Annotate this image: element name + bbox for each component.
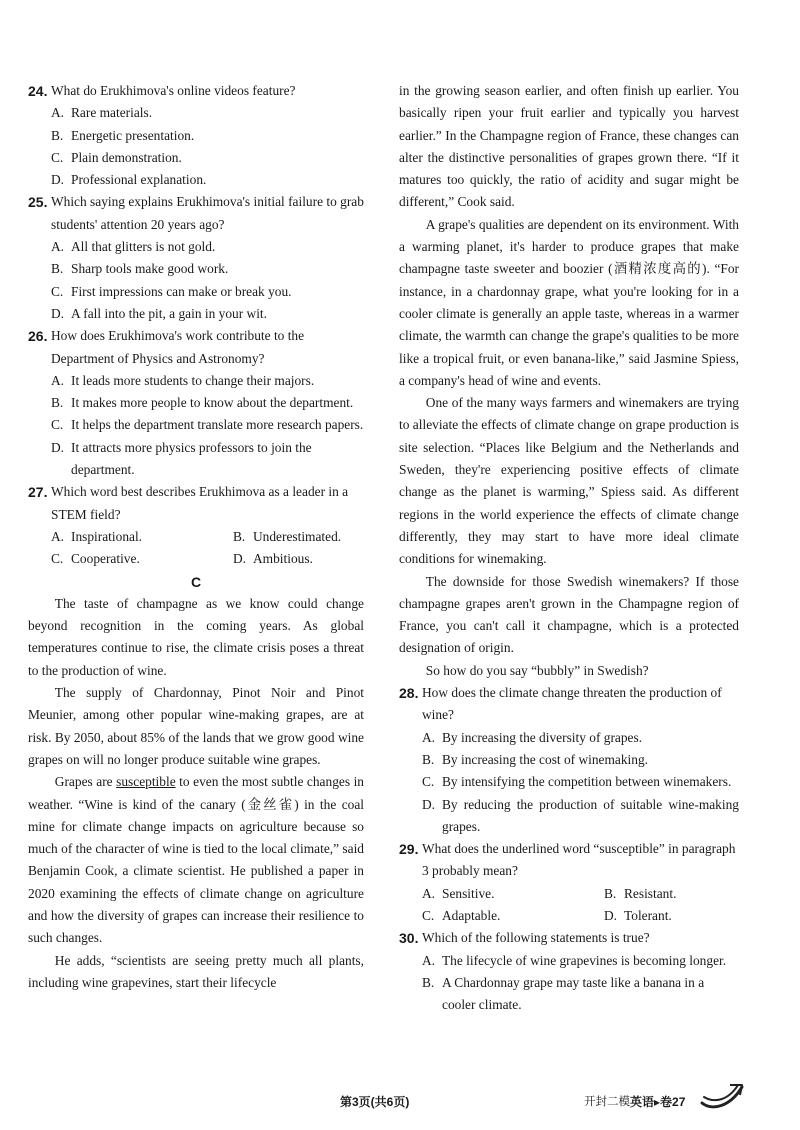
- question-26-options: [28, 370, 364, 481]
- section-heading: C: [190, 573, 202, 590]
- question-29: [399, 838, 739, 883]
- option-text: By increasing the diversity of grapes.: [442, 729, 643, 745]
- question-stem: Which of the following statements is true?: [422, 930, 650, 946]
- option-text: The lifecycle of wine grapevines is becoming longer.: [442, 952, 727, 968]
- passage-paragraph-1: The taste of champagne as we know could change beyond recognition in the coming years. As global temperatures continue to rise, the climate crisis poses a threat to the production of wine.: [28, 595, 364, 678]
- left-column: [28, 80, 364, 994]
- paragraph-text: to even the most subtle changes in weather. “Wine is kind of the canary (金丝雀) in the coal mine for climate change impacts on agriculture because so much of the character of wine is tied to the local climate,” said Benjamin Cook, a climate scientist. He published a paper in 2020 examining the effects of climate change on agriculture and how the diversity of grapes can increase their resilience to such changes.: [28, 774, 364, 946]
- option-a: [422, 883, 604, 905]
- option-label: A.: [422, 729, 436, 745]
- exam-name: 开封二模: [584, 1096, 630, 1108]
- passage-paragraph-7: The downside for those Swedish winemakers? If those champagne grapes aren't grown in the Champagne region of France, you can't call it champagne, which is a protected designation of origin.: [399, 573, 739, 656]
- option-text: A Chardonnay grape may taste like a banana in a cooler climate.: [442, 974, 705, 1013]
- question-stem: What do Erukhimova's online videos feature?: [51, 83, 296, 98]
- option-label: A.: [51, 105, 65, 121]
- page-number: 第3页(共6页): [340, 1095, 410, 1109]
- option-label: A.: [51, 372, 65, 388]
- option-text: By reducing the production of suitable wine-making grapes.: [442, 796, 739, 834]
- question-26: [28, 325, 364, 370]
- passage-paragraph-4: He adds, “scientists are seeing pretty much all plants, including wine grapevines, start their lifecycle: [28, 952, 364, 990]
- option-text: It attracts more physics professors to join the department.: [71, 439, 312, 478]
- option-a: [51, 236, 364, 258]
- question-stem: How does Erukhimova's work contribute to the Department of Physics and Astronomy?: [51, 328, 305, 366]
- option-label: A.: [51, 239, 65, 255]
- passage-paragraph-3: [28, 771, 364, 949]
- option-text: First impressions can make or break you.: [71, 283, 292, 299]
- option-label: D.: [51, 172, 65, 188]
- question-24-options: [28, 102, 364, 191]
- option-text: All that glitters is not gold.: [71, 239, 216, 255]
- option-text: Ambitious.: [253, 551, 313, 567]
- option-label: D.: [233, 551, 247, 567]
- option-row: [422, 883, 739, 905]
- option-row: [51, 548, 364, 570]
- option-text: It makes more people to know about the department.: [71, 395, 354, 411]
- option-c: [51, 281, 364, 303]
- option-d: [51, 303, 364, 325]
- question-number: 30.: [399, 930, 419, 947]
- option-c: [51, 414, 364, 436]
- option-label: B.: [422, 751, 435, 767]
- option-d: [233, 548, 313, 570]
- option-label: B.: [51, 395, 64, 411]
- option-text: Sharp tools make good work.: [71, 261, 229, 277]
- option-label: B.: [604, 885, 617, 901]
- question-27: [28, 481, 364, 526]
- option-text: By intensifying the competition between winemakers.: [442, 774, 732, 790]
- option-label: C.: [51, 149, 64, 165]
- underlined-word: susceptible: [116, 774, 176, 790]
- option-text: Adaptable.: [442, 907, 501, 923]
- page-footer: [0, 1091, 800, 1113]
- option-text: Resistant.: [624, 885, 677, 901]
- option-label: B.: [422, 974, 435, 990]
- passage-paragraph-8: So how do you say “bubbly” in Swedish?: [425, 662, 649, 678]
- option-text: Cooperative.: [71, 551, 140, 567]
- option-c: [51, 548, 233, 570]
- option-text: It leads more students to change their majors.: [71, 372, 315, 388]
- option-b: [422, 972, 739, 1017]
- option-text: Underestimated.: [253, 528, 342, 544]
- option-label: B.: [51, 127, 64, 143]
- question-28: [399, 682, 739, 727]
- passage-paragraph-4-continued: in the growing season earlier, and often finish up earlier. You basically ripen your fruit earlier and typically you harvest earlier.” In the Champagne region of France, these changes can alter the distinctive personalities of grapes grown there. “If it matures too quickly, the ratio of acidity and sugar might be different,” Cook said.: [399, 83, 739, 210]
- option-label: C.: [422, 907, 435, 923]
- option-label: B.: [51, 261, 64, 277]
- option-text: By increasing the cost of winemaking.: [442, 751, 649, 767]
- subject-label: 英语▸卷27: [630, 1095, 686, 1109]
- option-b: [51, 258, 364, 280]
- question-25: [28, 191, 364, 236]
- option-text: Tolerant.: [624, 907, 672, 923]
- option-label: D.: [51, 439, 65, 455]
- brand-swoosh-icon: [700, 1081, 744, 1115]
- question-28-options: [399, 727, 739, 838]
- option-row: [422, 905, 739, 927]
- question-number: 27.: [28, 484, 48, 501]
- question-number: 26.: [28, 328, 48, 345]
- option-text: Professional explanation.: [71, 172, 207, 188]
- question-stem: How does the climate change threaten the production of wine?: [422, 685, 722, 723]
- option-d: [422, 794, 739, 839]
- option-text: Inspirational.: [71, 528, 143, 544]
- question-30: [399, 927, 739, 949]
- option-c: [51, 147, 364, 169]
- option-text: Sensitive.: [442, 885, 495, 901]
- question-stem: What does the underlined word “susceptible” in paragraph 3 probably mean?: [422, 841, 736, 879]
- option-label: C.: [51, 417, 64, 433]
- option-row: [51, 526, 364, 548]
- option-a: [422, 727, 739, 749]
- question-29-options: [399, 883, 739, 928]
- option-c: [422, 905, 604, 927]
- option-b: [233, 526, 341, 548]
- option-label: C.: [51, 283, 64, 299]
- question-number: 29.: [399, 841, 419, 858]
- option-d: [51, 169, 364, 191]
- option-text: Rare materials.: [71, 105, 153, 121]
- option-d: [51, 437, 364, 482]
- question-number: 28.: [399, 685, 419, 702]
- option-label: D.: [604, 907, 618, 923]
- option-a: [51, 370, 364, 392]
- option-a: [51, 102, 364, 124]
- option-label: A.: [51, 528, 65, 544]
- option-a: [51, 526, 233, 548]
- paragraph-text: Grapes are: [54, 774, 117, 790]
- option-label: C.: [51, 551, 64, 567]
- passage-paragraph-5: A grape's qualities are dependent on its environment. With a warming planet, it's harder to produce grapes that make champagne taste sweeter and boozier (酒精浓度高的). “For instance, in a chardonnay grape, what you're looking for in a cooler climate is generally an apple taste, whereas in a warmer climate, the warmth can change the grape's qualities to be more like a tropical fruit, or even banana-like,” said Jasmine Spiess, a company's head of wine and events.: [399, 216, 739, 388]
- option-b: [51, 392, 364, 414]
- option-b: [604, 883, 676, 905]
- option-d: [604, 905, 672, 927]
- right-column: [399, 80, 739, 1016]
- passage-paragraph-2: The supply of Chardonnay, Pinot Noir and Pinot Meunier, among other popular wine-making grapes, are at risk. By 2050, about 85% of the lands that we grow good wine grapes on will no longer produce suitable wine grapes.: [28, 685, 364, 767]
- option-a: [422, 950, 739, 972]
- option-c: [422, 771, 739, 793]
- question-stem: Which word best describes Erukhimova as a leader in a STEM field?: [51, 484, 349, 522]
- option-label: D.: [51, 305, 65, 321]
- option-text: Plain demonstration.: [71, 149, 182, 165]
- question-25-options: [28, 236, 364, 325]
- question-stem: Which saying explains Erukhimova's initial failure to grab students' attention 20 years ago?: [51, 194, 364, 232]
- option-label: D.: [422, 796, 436, 812]
- question-number: 25.: [28, 194, 48, 211]
- option-label: C.: [422, 774, 435, 790]
- question-27-options: [28, 526, 364, 571]
- question-24: [28, 80, 364, 102]
- question-30-options: [399, 950, 739, 1017]
- option-text: It helps the department translate more research papers.: [71, 417, 364, 433]
- option-b: [422, 749, 739, 771]
- option-label: A.: [422, 885, 436, 901]
- option-text: Energetic presentation.: [71, 127, 195, 143]
- question-number: 24.: [28, 83, 48, 99]
- passage-paragraph-6: One of the many ways farmers and winemakers are trying to alleviate the effects of climate change on grape production is site selection. “Places like Belgium and the Netherlands and Sweden, they're experiencing positive effects of climate change as the planet is warming,” Spiess said. As different regions in the world experience the effects of climate change differently, they may start to have more ideal climate conditions for winemaking.: [399, 395, 739, 567]
- option-text: A fall into the pit, a gain in your wit.: [71, 305, 267, 321]
- option-label: A.: [422, 952, 436, 968]
- option-b: [51, 125, 364, 147]
- option-label: B.: [233, 528, 246, 544]
